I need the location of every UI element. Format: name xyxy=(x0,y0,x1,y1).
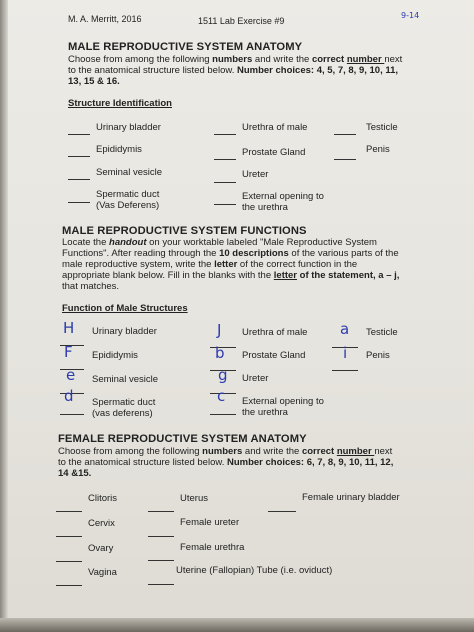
f-label-vas-deferens: (vas deferens) xyxy=(92,408,153,419)
answer-blank-ureter[interactable] xyxy=(214,172,236,183)
answer-blank-vagina[interactable] xyxy=(56,575,82,586)
answer-blank-female-urethra[interactable] xyxy=(148,550,174,561)
f-label-urinary-bladder: Urinary bladder xyxy=(92,326,157,337)
handwritten-answer-urinary-bladder: H xyxy=(63,319,75,337)
exercise-title: 1511 Lab Exercise #9 xyxy=(198,16,285,26)
female-anatomy-instructions-line2: to the anatomical structure listed below. Number choices: 6, 7, 8, 9, 10, 11, 12, xyxy=(58,457,394,468)
male-anatomy-instructions-line3: 13, 15 & 16. xyxy=(68,76,120,87)
label-vagina: Vagina xyxy=(88,567,117,578)
handwritten-answer-external-opening: c xyxy=(217,387,226,405)
f-label-seminal-vesicle: Seminal vesicle xyxy=(92,374,158,385)
function-blank-external-opening[interactable] xyxy=(210,404,236,415)
f-label-penis: Penis xyxy=(366,350,390,361)
label-ureter: Ureter xyxy=(242,169,269,180)
female-anatomy-heading: FEMALE REPRODUCTIVE SYSTEM ANATOMY xyxy=(58,433,307,445)
male-functions-instructions-line5: that matches. xyxy=(62,281,120,292)
answer-blank-external-opening[interactable] xyxy=(214,194,236,205)
handwritten-answer-testicle: a xyxy=(340,320,350,338)
f-label-prostate-gland: Prostate Gland xyxy=(242,350,306,361)
answer-blank-female-ureter[interactable] xyxy=(148,526,174,537)
male-anatomy-instructions-line2: to the anatomical structure listed below. Number choices: 4, 5, 7, 8, 9, 10, 11, xyxy=(68,65,399,76)
page-edge-shadow xyxy=(0,0,8,632)
label-penis: Penis xyxy=(366,144,390,155)
label-seminal-vesicle: Seminal vesicle xyxy=(96,167,162,178)
label-fallopian-tube: Uterine (Fallopian) Tube (i.e. oviduct) xyxy=(176,565,333,576)
label-spermatic-duct: Spermatic duct xyxy=(96,189,160,200)
label-prostate-gland: Prostate Gland xyxy=(242,147,306,158)
label-female-urethra: Female urethra xyxy=(180,542,245,553)
answer-blank-clitoris[interactable] xyxy=(56,501,82,512)
f-label-external-opening: External opening to xyxy=(242,396,324,407)
f-label-the-urethra: the urethra xyxy=(242,407,288,418)
function-blank-spermatic-duct[interactable] xyxy=(60,404,84,415)
answer-blank-testicle[interactable] xyxy=(334,124,356,135)
label-female-ureter: Female ureter xyxy=(180,517,240,528)
answer-blank-female-urinary-bladder[interactable] xyxy=(268,501,296,512)
male-anatomy-instructions-line1: Choose from among the following numbers and write the correct number next xyxy=(68,54,403,65)
answer-blank-urinary-bladder[interactable] xyxy=(68,124,90,135)
label-urinary-bladder: Urinary bladder xyxy=(96,122,161,133)
label-urethra-male: Urethra of male xyxy=(242,122,308,133)
structure-identification-heading: Structure Identification xyxy=(68,98,172,109)
answer-blank-penis[interactable] xyxy=(334,149,356,160)
handwritten-answer-ureter: g xyxy=(218,366,228,384)
answer-blank-epididymis[interactable] xyxy=(68,146,90,157)
label-cervix: Cervix xyxy=(88,518,115,529)
male-anatomy-heading: MALE REPRODUCTIVE SYSTEM ANATOMY xyxy=(68,41,303,53)
answer-blank-uterus[interactable] xyxy=(148,501,174,512)
label-female-urinary-bladder: Female urinary bladder xyxy=(302,492,400,503)
f-label-epididymis: Epididymis xyxy=(92,350,138,361)
male-functions-instructions-line3: male reproductive system, write the letter of the correct function in the xyxy=(62,259,358,270)
male-functions-heading: MALE REPRODUCTIVE SYSTEM FUNCTIONS xyxy=(62,225,307,237)
male-functions-instructions-line2: Functions". After reading through the 10 descriptions of the various parts of the xyxy=(62,248,399,259)
f-label-spermatic-duct: Spermatic duct xyxy=(92,397,156,408)
answer-blank-ovary[interactable] xyxy=(56,551,82,562)
label-external-opening: External opening to xyxy=(242,191,324,202)
answer-blank-seminal-vesicle[interactable] xyxy=(68,169,90,180)
answer-blank-prostate[interactable] xyxy=(214,149,236,160)
label-epididymis: Epididymis xyxy=(96,144,142,155)
handwritten-answer-seminal-vesicle: e xyxy=(66,366,76,384)
female-anatomy-instructions-line1: Choose from among the following numbers and write the correct number next xyxy=(58,446,393,457)
answer-blank-spermatic-duct[interactable] xyxy=(68,192,90,203)
label-ovary: Ovary xyxy=(88,543,114,554)
handwritten-date: 9-14 xyxy=(401,11,420,20)
female-anatomy-instructions-line3: 14 &15. xyxy=(58,468,92,479)
handwritten-answer-penis: i xyxy=(343,344,348,362)
label-uterus: Uterus xyxy=(180,493,208,504)
label-the-urethra: the urethra xyxy=(242,202,288,213)
handwritten-answer-prostate: b xyxy=(215,344,225,362)
label-testicle: Testicle xyxy=(366,122,398,133)
f-label-testicle: Testicle xyxy=(366,327,398,338)
handwritten-answer-spermatic-duct: d xyxy=(64,387,74,405)
author-credit: M. A. Merritt, 2016 xyxy=(68,14,142,24)
f-label-ureter: Ureter xyxy=(242,373,269,384)
answer-blank-urethra-male[interactable] xyxy=(214,124,236,135)
f-label-urethra-male: Urethra of male xyxy=(242,327,308,338)
handwritten-answer-epididymis: F xyxy=(64,343,73,361)
male-functions-instructions-line4: appropriate blank below. Fill in the blanks with the letter of the statement, a – j, xyxy=(62,270,400,281)
handwritten-answer-urethra-male: J xyxy=(217,321,222,339)
answer-blank-fallopian-tube[interactable] xyxy=(148,574,174,585)
label-vas-deferens: (Vas Deferens) xyxy=(96,200,160,211)
answer-blank-cervix[interactable] xyxy=(56,526,82,537)
label-clitoris: Clitoris xyxy=(88,493,118,504)
function-of-male-structures-heading: Function of Male Structures xyxy=(62,303,188,314)
page-bottom-shadow xyxy=(0,618,474,632)
male-functions-instructions-line1: Locate the handout on your worktable labeled "Male Reproductive System xyxy=(62,237,377,248)
